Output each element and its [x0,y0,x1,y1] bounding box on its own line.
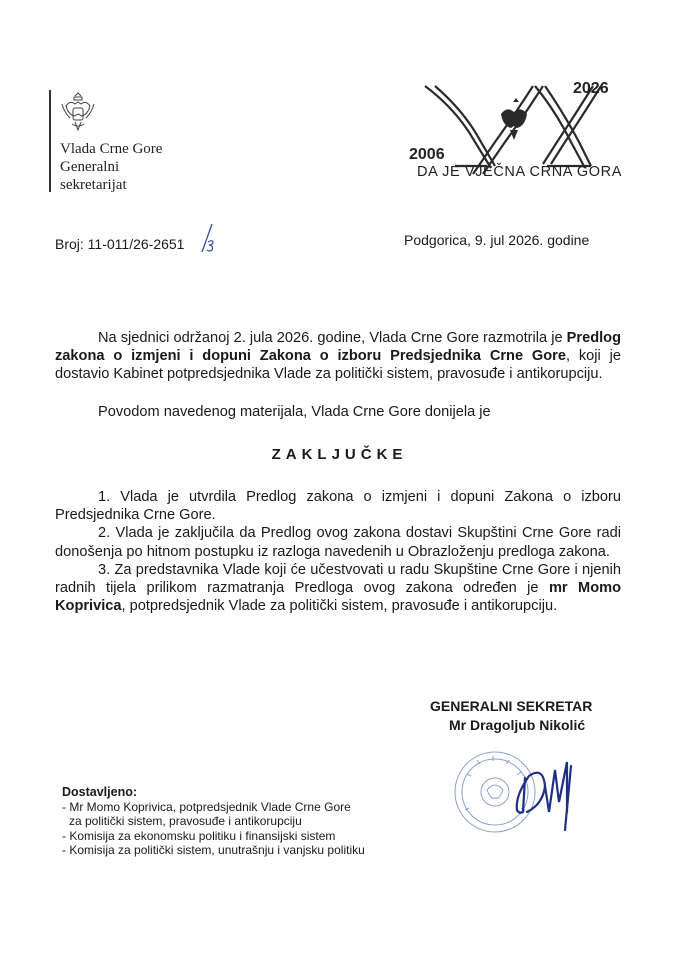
org-line-2: Generalni [60,159,120,175]
intro-text: Na sjednici održanoj 2. jula 2026. godine, Vlada Crne Gore razmotrila je [98,330,567,346]
emblem-year-start: 2006 [409,146,445,163]
emblem-motto: DA JE VJEČNA CRNA GORA [417,164,622,180]
handwritten-suffix-mark [197,222,219,254]
law-proposal-title: Predlog zakona o izmjeni i dopuni Zakona o izboru Predsjednika Crne Gore [55,330,621,365]
representative-name: mr Momo Koprivica [55,580,622,615]
emblem-year-end: 2026 [573,80,609,97]
reference-number: Broj: 11-011/26-2651 [55,236,185,252]
conclusions-list [55,488,621,615]
intro-text-end: , koji je dostavio Kabinet potpredsjednika Vlade za politički sistem, pravosuđe i antikorupciju. [55,348,621,383]
conclusion-item-1: 1. Vlada je utvrdila Predlog zakona o izmjeni i dopuni Zakona o izboru Predsjednika Crne Gore. [55,489,621,524]
org-line-1: Vlada Crne Gore [60,141,163,157]
intro-paragraph [55,329,621,384]
decision-intro [55,403,621,421]
org-line-3: sekretarijat [60,177,127,193]
document-date: Podgorica, 9. jul 2026. godine [404,232,590,248]
conclusion-item-3-text: 3. Za predstavnika Vlade koji će učestvovati u radu Skupštine Crne Gore i njenih radnih tijela prilikom razmatranja Predloga ovog zakona određen je [55,561,621,597]
official-stamp-icon [453,740,603,840]
distribution-item-3: - Komisija za politički sistem, unutrašnju i vanjsku politiku [62,843,365,857]
decision-intro-text: Povodom navedenog materijala, Vlada Crne Gore donijela je [98,404,491,420]
conclusion-item-3 [55,561,621,616]
distribution-list [62,785,365,858]
conclusion-item-3-end: , potpredsjednik Vlade za politički sistem, pravosuđe i antikorupciju. [121,598,558,615]
distribution-heading: Dostavljeno: [62,785,138,799]
conclusions-heading: ZAKLJUČKE [271,446,408,463]
montenegro-coat-of-arms-icon [60,92,96,134]
distribution-item-2: - Komisija za ekonomsku politiku i finansijski sistem [62,828,336,843]
signatory-title: GENERALNI SEKRETAR [430,698,593,714]
conclusion-item-2: 2. Vlada je zaključila da Predlog ovog zakona dostavi Skupštini Crne Gore radi donošenja po hitnom postupku iz razloga navedenih u Obrazloženju predloga zakona. [55,525,621,560]
distribution-item-1-cont: za politički sistem, pravosuđe i antikorupciju [69,814,302,828]
signatory-name: Mr Dragoljub Nikolić [449,717,586,733]
distribution-item-1: - Mr Momo Koprivica, potpredsjednik Vlade Crne Gore [62,799,351,814]
header-divider [49,90,51,192]
organization-name [60,140,162,194]
handwritten-signature-icon [517,762,571,830]
